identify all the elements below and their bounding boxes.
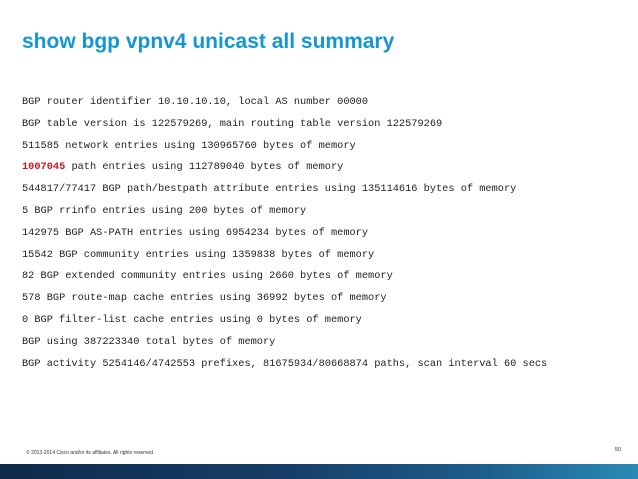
line-text: 5 BGP rrinfo entries using 200 bytes of memory xyxy=(22,204,307,217)
line-text: BGP activity 5254146/4742553 prefixes, 81675934/80668874 paths, scan interval 60 secs xyxy=(22,357,548,370)
line-text: path entries using 112789040 bytes of memory xyxy=(65,161,344,174)
output-line xyxy=(22,183,622,205)
line-text: 15542 BGP community entries using 1359838 bytes of memory xyxy=(22,248,375,261)
output-line xyxy=(22,314,622,336)
line-text: BGP router identifier 10.10.10.10, local AS number 00000 xyxy=(22,96,369,108)
line-text: BGP table version is 122579269, main routing table version 122579269 xyxy=(22,117,443,130)
line-text: BGP using 387223340 total bytes of memory xyxy=(22,335,276,348)
cli-output xyxy=(22,96,622,379)
output-line xyxy=(22,227,622,249)
line-text: 511585 network entries using 130965760 bytes of memory xyxy=(22,139,356,152)
copyright-notice: © 2013-2014 Cisco and/or its affiliates. All rights reserved. xyxy=(26,450,155,456)
line-text: 0 BGP filter-list cache entries using 0 bytes of memory xyxy=(22,313,362,326)
highlighted-value: 1007045 xyxy=(22,161,66,174)
output-line xyxy=(22,96,622,118)
output-line xyxy=(22,249,622,271)
line-text: 578 BGP route-map cache entries using 36992 bytes of memory xyxy=(22,292,387,305)
output-line xyxy=(22,140,622,162)
output-line xyxy=(22,205,622,227)
footer-bar xyxy=(0,464,638,479)
output-line xyxy=(22,336,622,358)
line-text: 82 BGP extended community entries using 2660 bytes of memory xyxy=(22,270,393,283)
line-text: 544817/77417 BGP path/bestpath attribute entries using 135114616 bytes of memory xyxy=(22,183,517,196)
line-text: 142975 BGP AS-PATH entries using 6954234 bytes of memory xyxy=(22,226,369,239)
output-line xyxy=(22,292,622,314)
page-number: 50 xyxy=(614,447,621,453)
slide-title: show bgp vpnv4 unicast all summary xyxy=(22,30,395,53)
output-line xyxy=(22,270,622,292)
output-line xyxy=(22,358,622,380)
output-line xyxy=(22,118,622,140)
output-line xyxy=(22,161,622,183)
